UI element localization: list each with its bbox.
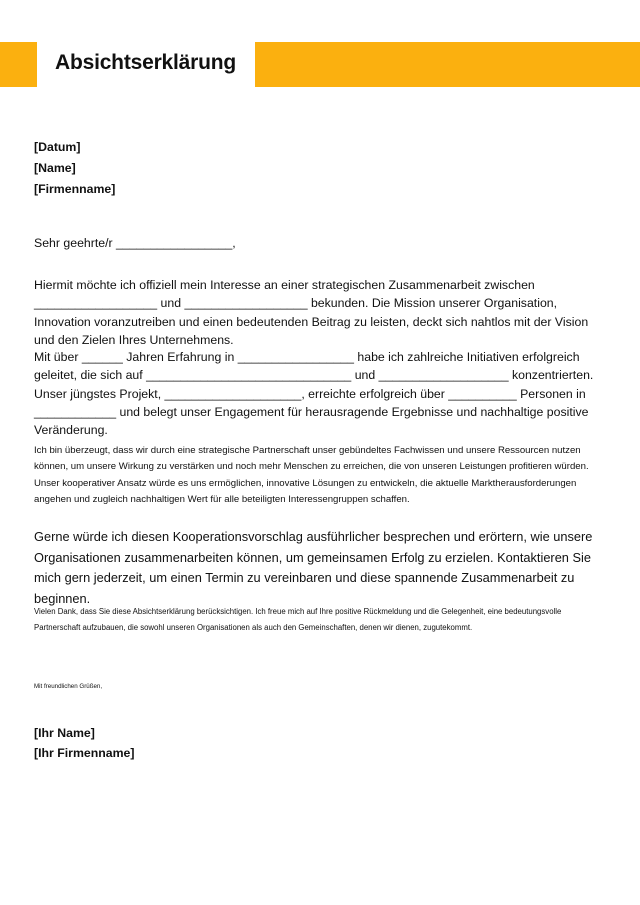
paragraph-contact: Gerne würde ich diesen Kooperationsvorschlag ausführlicher besprechen und erörtern, wie unsere Organisationen zusammenarbeiten können, um gemeinsamen Erfolg zu erzielen. Kontaktieren Sie mich gern jederzeit, um einen Termin zu vereinbaren und diese spannende Zusammenarbeit zu beginnen. (34, 529, 593, 606)
paragraph-intent: Hiermit möchte ich offiziell mein Interesse an einer strategischen Zusammenarbeit zwischen __________________ und __________________ bekunden. Die Mission unserer Organisation, Innovation voranzutreiben und einen bedeutenden Beitrag zu leisten, deckt sich nahtlos mit der Vision und den Zielen Ihres Unternehmens. (34, 278, 589, 347)
paragraph-thanks: Vielen Dank, dass Sie diese Absichtserklärung berücksichtigen. Ich freue mich auf Ihre positive Rückmeldung und die Gelegenheit, eine bedeutungsvolle Partnerschaft aufzubauen, die sowohl unseren Organisationen als auch den Gemeinschaften, denen wir dienen, zugutekommt. (34, 607, 562, 632)
salutation: Sehr geehrte/r _________________, (34, 236, 236, 250)
recipient-date: [Datum] (34, 140, 81, 154)
recipient-company: [Firmenname] (34, 182, 116, 196)
recipient-name: [Name] (34, 161, 76, 175)
signature-company: [Ihr Firmenname] (34, 746, 135, 760)
header-accent-right (255, 42, 640, 87)
document-title: Absichtserklärung (55, 51, 236, 74)
paragraph-experience: Mit über ______ Jahren Erfahrung in _________________ habe ich zahlreiche Initiativen erfolgreich geleitet, die sich auf ______________________________ und ___________________ konzentrierten. Unser jüngstes Projekt, ____________________, erreichte erfolgreich über __________ Personen in ____________ und belegt unser Engagement für herausragende Ergebnisse und nachhaltige positive Veränderung. (34, 350, 594, 438)
closing-greeting: Mit freundlichen Grüßen, (34, 683, 103, 690)
header-accent-left (0, 42, 37, 87)
signature-name: [Ihr Name] (34, 726, 95, 740)
paragraph-partnership: Ich bin überzeugt, dass wir durch eine strategische Partnerschaft unser gebündeltes Fachwissen und unsere Ressourcen nutzen können, um unsere Wirkung zu verstärken und noch mehr Menschen zu erreichen, die von unseren Leistungen profitieren würden. Unser kooperativer Ansatz würde es uns ermöglichen, innovative Lösungen zu entwickeln, die aktuelle Marktherausforderungen angehen und zugleich nachhaltigen Wert für alle beteiligten Interessengruppen schaffen. (34, 445, 589, 505)
